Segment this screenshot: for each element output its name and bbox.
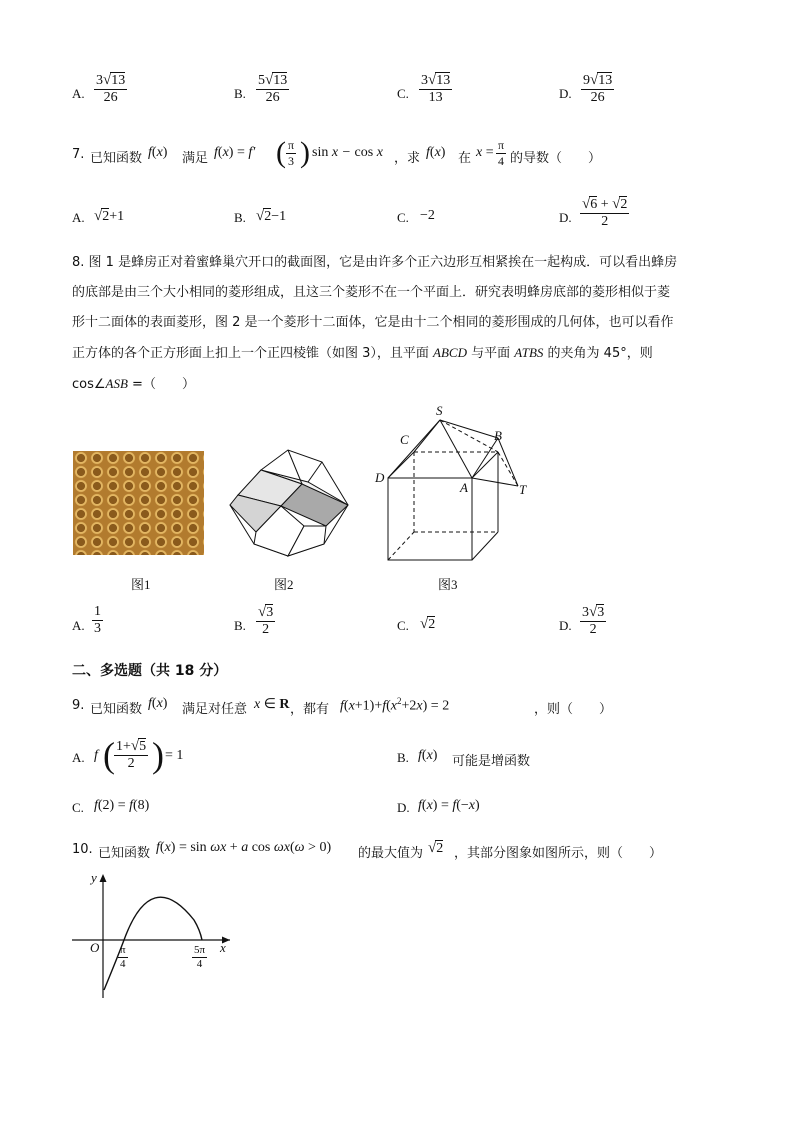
q8-line-2: 的底部是由三个大小相同的菱形组成，且这三个菱形不在一个平面上．研究表明蜂房底部的菱形相似于菱 [72, 285, 671, 300]
math-rhs: sin x − cos x [312, 145, 383, 160]
question-number: 7. [72, 147, 85, 162]
option-c-value: √2 [420, 616, 436, 632]
fraction-pi-3: $\frac{\pi}{3}$ [288, 138, 295, 168]
paren-left: ( [103, 735, 115, 775]
option-letter: B. [234, 210, 246, 225]
q7-stem [72, 136, 772, 176]
figure-caption-2: 图2 [274, 577, 294, 592]
stem-text: ，其部分图象如图所示，则（ ） [454, 846, 663, 861]
option-d-value: $\frac{3√3}{2}$ [582, 604, 605, 637]
option-b-value: $\frac{√3}{2}$ [258, 604, 274, 637]
option-letter: C. [397, 210, 409, 225]
math-f: f [94, 748, 98, 763]
q9-options-row2 [72, 796, 772, 822]
math-fx: f(x) [148, 696, 168, 711]
label-b: B [494, 428, 502, 443]
option-letter: A. [72, 86, 85, 101]
q8-line-4: 正方体的各个正方形面上扣上一个正四棱锥（如图 3），且平面 ABCD 与平面 ATBS 的夹角为 45°，则 [72, 345, 653, 361]
option-b-text: 可能是增函数 [452, 754, 531, 769]
option-letter: C. [72, 800, 84, 815]
fraction: $\frac{5√13}{26}$ [258, 72, 288, 105]
option-d-value: f(x) = f(−x) [418, 798, 480, 813]
figure-caption-3: 图3 [438, 577, 458, 592]
option-letter: B. [234, 86, 246, 101]
option-a-value: √2+1 [94, 208, 125, 224]
math-x-in-r: x ∈ R [254, 697, 290, 712]
option-letter: A. [72, 618, 85, 633]
q9-stem [72, 694, 772, 720]
q10-stem [72, 838, 772, 864]
option-d-value: $\frac{√6 + √2}{2}$ [582, 196, 628, 229]
fraction: $\frac{1+√5}{2}$ [116, 738, 147, 771]
stem-text: 满足对任意 [182, 702, 248, 717]
math-x-eq: x = [476, 145, 494, 160]
option-c-value: −2 [420, 208, 435, 223]
label-c: C [400, 432, 409, 447]
question-number: 10. [72, 842, 93, 857]
sine-graph [66, 868, 242, 1002]
stem-text: 满足 [182, 151, 209, 166]
label-a: A [460, 480, 468, 495]
label-t: T [519, 482, 527, 497]
q8-line-5: cos∠ASB =（ ） [72, 376, 195, 392]
stem-text: 的导数（ ） [510, 151, 602, 166]
fraction: $\frac{3√13}{13}$ [421, 72, 451, 105]
stem-text: 已知函数 [98, 846, 151, 861]
stem-text: 已知函数 [90, 702, 143, 717]
option-c-value: f(2) = f(8) [94, 798, 150, 813]
math-fx: f(x) [418, 748, 438, 763]
option-letter: D. [559, 210, 572, 225]
option-letter: B. [234, 618, 246, 633]
math-fx: f(x) [148, 145, 168, 160]
math-equation: f(x) = f′ [214, 145, 256, 160]
stem-text: 的最大值为 [358, 846, 424, 861]
paren-right: ) [152, 735, 164, 775]
option-a-value: $\frac{1}{3}$ [94, 604, 101, 636]
option-letter: D. [397, 800, 410, 815]
option-letter: B. [397, 750, 409, 765]
section-heading: 二、多选题（共 18 分） [72, 663, 228, 679]
paren-right: ) [300, 136, 310, 169]
stem-text: ，求 [394, 151, 421, 166]
tick-label-5pi-4: $\frac{5\pi}{4}$ [194, 944, 206, 970]
cube-pyramid-figure [372, 402, 542, 566]
option-letter: A. [72, 210, 85, 225]
option-letter: D. [559, 86, 572, 101]
q7-options [72, 196, 772, 240]
math-fx: f(x) [426, 145, 446, 160]
stem-text: 在 [458, 151, 472, 166]
math-equation: $f(x+1)+f(x^2+2x) = 2$ [340, 696, 450, 714]
rhombic-dodecahedron-figure [226, 440, 350, 564]
q6-options [72, 72, 772, 116]
option-letter: A. [72, 750, 85, 765]
equals-one: = 1 [165, 748, 184, 763]
stem-text: ，都有 [290, 702, 330, 717]
figure-caption-1: 图1 [131, 577, 151, 592]
option-letter: C. [397, 618, 409, 633]
q9-options-row1 [72, 734, 772, 780]
label-d: D [375, 470, 385, 485]
option-b-value: √2−1 [256, 208, 287, 224]
math-definition: f(x) = sin ωx + a cos ωx(ω > 0) [156, 840, 332, 855]
q8-options [72, 604, 772, 648]
option-letter: C. [397, 86, 409, 101]
option-letter: D. [559, 618, 572, 633]
q8-stem [72, 248, 732, 400]
fraction: $\frac{3√13}{26}$ [96, 72, 126, 105]
label-s: S [436, 403, 443, 418]
tick-label-pi-4: $\frac{\pi}{4}$ [120, 944, 126, 970]
q8-line-3: 形十二面体的表面菱形，图 2 是一个菱形十二面体，它是由十二个相同的菱形围成的几何体，也可以看作 [72, 315, 674, 330]
axis-label-x: x [220, 940, 226, 955]
paren-left: ( [276, 136, 286, 169]
stem-text: ，则（ ） [534, 702, 613, 717]
axis-label-y: y [91, 870, 97, 885]
origin-label: O [90, 940, 100, 955]
fraction-pi-4: $\frac{\pi}{4}$ [498, 138, 505, 168]
math-sqrt2: √2 [428, 840, 444, 856]
q8-line-1: 8. 图 1 是蜂房正对着蜜蜂巢穴开口的截面图，它是由许多个正六边形互相紧挨在一起构成．可以看出蜂房 [72, 255, 678, 270]
honeycomb-image [73, 451, 204, 555]
stem-text: 已知函数 [90, 151, 143, 166]
fraction: $\frac{9√13}{26}$ [583, 72, 613, 105]
question-number: 9. [72, 698, 85, 713]
